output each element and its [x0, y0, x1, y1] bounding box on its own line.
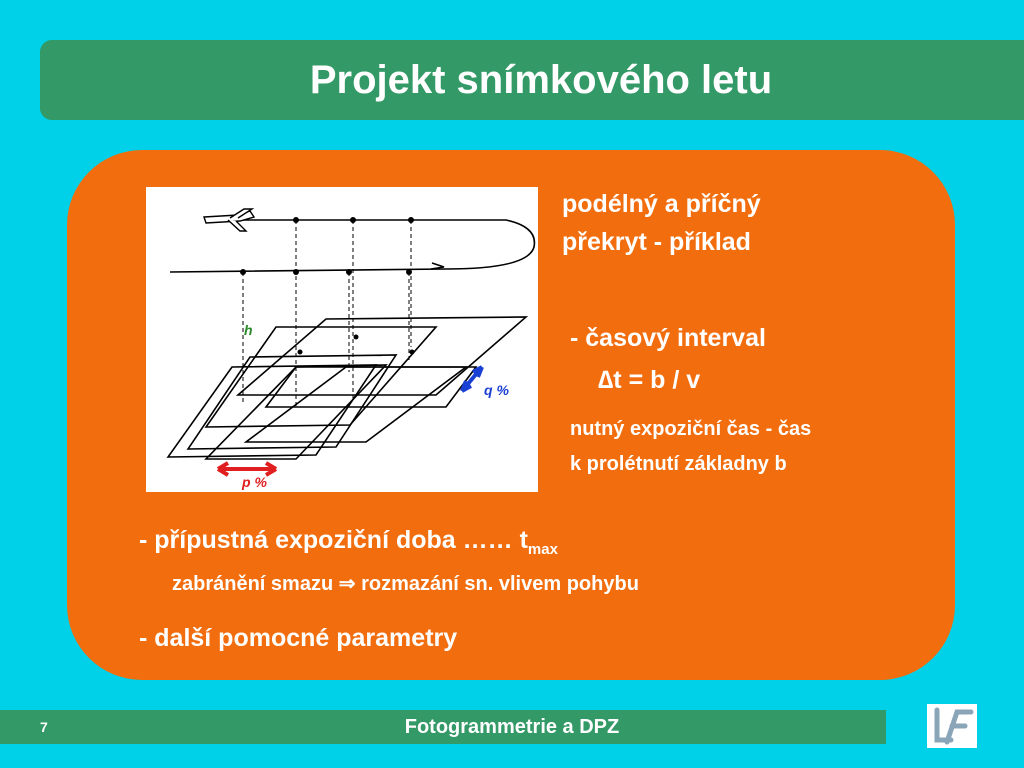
label-q: q %	[484, 382, 509, 398]
flight-overlap-figure	[146, 187, 538, 492]
lf-logo-graphic	[927, 704, 977, 748]
flight-path	[170, 220, 534, 272]
smear-suffix: rozmazání sn. vlivem pohybu	[361, 573, 639, 595]
projection-lines	[243, 220, 411, 407]
other-params: - další pomocné parametry	[139, 624, 458, 652]
delta-symbol: ∆	[598, 366, 614, 394]
note-line2: k prolétnutí základny b	[570, 453, 787, 475]
implies-arrow-icon: ⇒	[338, 573, 356, 595]
label-h: h	[244, 322, 253, 338]
heading-line1: podélný a příčný	[562, 190, 761, 218]
title-bar	[40, 40, 1024, 120]
heading-line2: překryt - příklad	[562, 228, 751, 256]
flight-direction-arrow	[431, 263, 444, 269]
footer-course: Fotogrammetrie a DPZ	[404, 716, 620, 738]
exposure-subscript: max	[527, 541, 558, 558]
page-number: 7	[40, 719, 48, 735]
exposure-points	[240, 217, 415, 355]
flight-diagram	[146, 187, 538, 492]
interval-label: - časový interval	[570, 324, 766, 352]
interval-formula	[598, 362, 700, 398]
formula-text: t = b / v	[613, 366, 701, 394]
flight-paths	[170, 220, 534, 272]
label-p: p %	[242, 474, 267, 490]
note-line1: nutný expoziční čas - čas	[570, 418, 812, 440]
smear-line	[172, 571, 639, 597]
image-footprints	[168, 317, 526, 459]
exposure-text: - přípustná expoziční doba …… t	[139, 526, 528, 554]
smear-prefix: zabránění smazu	[172, 573, 334, 595]
slide-title: Projekt snímkového letu	[309, 58, 773, 102]
lf-logo-icon	[927, 704, 977, 748]
exposure-line	[139, 522, 558, 568]
